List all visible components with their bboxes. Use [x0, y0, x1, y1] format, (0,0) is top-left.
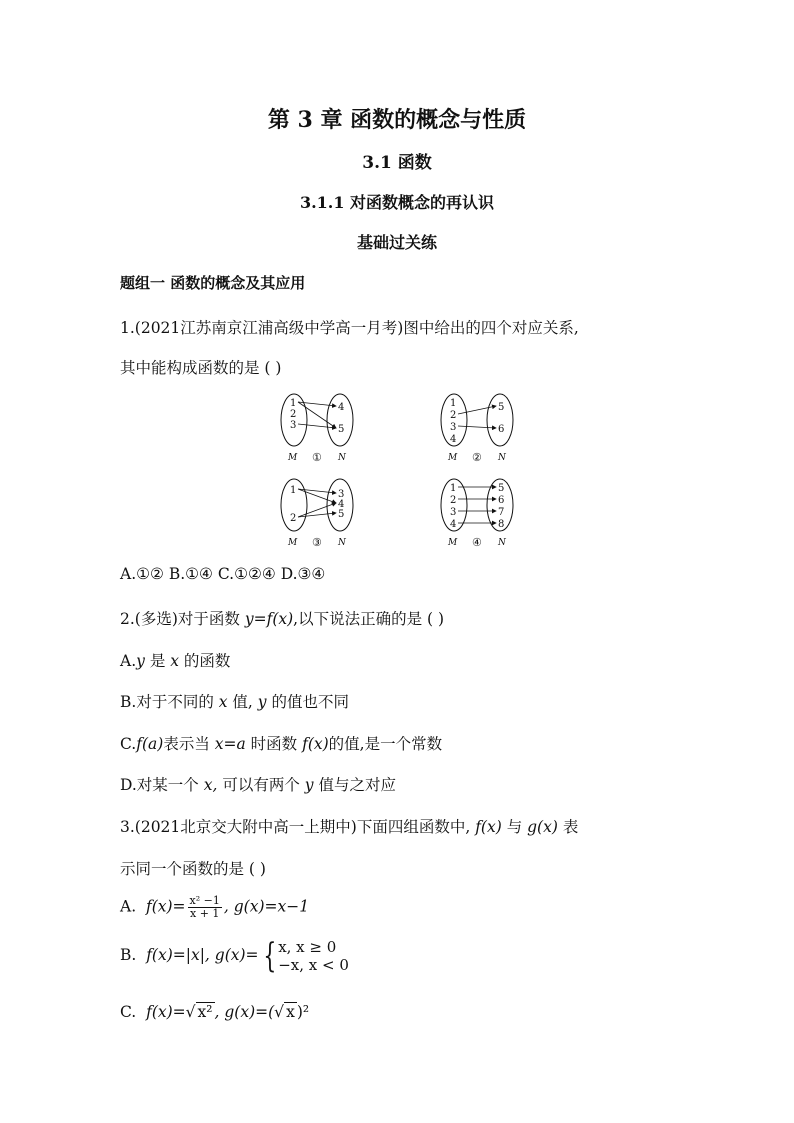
domain-element: 2: [290, 409, 297, 420]
set-n-label: N: [338, 453, 346, 463]
mapping-diagram-1: [281, 394, 353, 464]
practice-title: 基础过关练: [356, 233, 437, 252]
domain-element: 1: [450, 483, 457, 494]
set-n-label: N: [498, 453, 506, 463]
diagram-label: ②: [472, 451, 482, 464]
domain-element: 2: [450, 410, 457, 421]
domain-element: 3: [450, 507, 457, 518]
mapping-arrow: [458, 426, 496, 428]
q3-stem-line1: 3.(2021北京交大附中高一上期中)下面四组函数中, f(x) 与 g(x) 表: [120, 818, 579, 836]
mapping-diagram-4: [441, 479, 513, 549]
left-brace-icon: {: [262, 936, 276, 976]
q2-stem: 2.(多选)对于函数 y=f(x),以下说法正确的是 ( ): [120, 610, 445, 628]
domain-element: 1: [290, 398, 297, 409]
q3-option-c: C. f(x)=√ x² , g(x)=(√ x )²: [120, 1003, 310, 1021]
codomain-element: 3: [338, 489, 345, 500]
set-n-label: N: [338, 538, 346, 548]
domain-element: 3: [450, 422, 457, 433]
q2-option-b: B.对于不同的 x 值, y 的值也不同: [120, 693, 349, 711]
q1-options: A.①② B.①④ C.①②④ D.③④: [120, 565, 326, 583]
codomain-element: 6: [498, 424, 505, 435]
domain-element: 4: [450, 434, 457, 445]
domain-element: 1: [450, 398, 457, 409]
mapping-diagram-2: [441, 394, 513, 464]
set-m-label: M: [288, 538, 298, 548]
codomain-element: 6: [498, 495, 505, 506]
subsection-title: 3.1.1 对函数概念的再认识: [299, 193, 495, 212]
piecewise-cases: x, x ≥ 0 −x, x < 0: [278, 938, 349, 974]
q2-option-c: C.f(a)表示当 x=a 时函数 f(x)的值,是一个常数: [120, 735, 443, 753]
q3-option-b: B. f(x)=|x|, g(x)= { x, x ≥ 0 −x, x < 0: [120, 936, 349, 976]
domain-element: 3: [290, 420, 297, 431]
codomain-element: 5: [498, 402, 505, 413]
section-title: 3.1 函数: [362, 153, 432, 173]
q3-stem-line2: 示同一个函数的是 ( ): [120, 860, 266, 878]
codomain-element: 4: [338, 499, 345, 510]
chapter-title: 第 3 章 函数的概念与性质: [267, 107, 527, 133]
diagram-label: ④: [472, 536, 482, 549]
mapping-arrow: [458, 406, 496, 414]
q1-stem-line2: 其中能构成函数的是 ( ): [120, 359, 282, 377]
group-title: 题组一 函数的概念及其应用: [120, 274, 306, 292]
set-m-label: M: [288, 453, 298, 463]
domain-element: 1: [290, 485, 297, 496]
diagram-label: ①: [312, 451, 322, 464]
codomain-element: 5: [498, 483, 505, 494]
codomain-element: 5: [338, 509, 345, 520]
mapping-diagrams: [270, 388, 530, 556]
mapping-diagram-3: [281, 479, 353, 549]
mapping-arrow: [298, 402, 336, 428]
domain-element: 2: [290, 513, 297, 524]
codomain-element: 7: [498, 507, 505, 518]
diagram-label: ③: [312, 536, 322, 549]
fraction: $\frac{\text{x² −1}}{x + 1}$: [189, 894, 220, 920]
q2-option-d: D.对某一个 x, 可以有两个 y 值与之对应: [120, 776, 396, 794]
q2-option-a: A.y 是 x 的函数: [120, 652, 231, 670]
domain-element: 4: [450, 519, 457, 530]
domain-element: 2: [450, 495, 457, 506]
q1-stem-line1: 1.(2021江苏南京江浦高级中学高一月考)图中给出的四个对应关系,: [120, 319, 579, 337]
codomain-element: 8: [498, 519, 505, 530]
set-m-label: M: [448, 453, 458, 463]
q3-option-a: A. f(x)= $\frac{\text{x² −1}}{x + 1}$ , g(x)=x−1: [120, 894, 310, 920]
codomain-element: 4: [338, 402, 345, 413]
set-n-label: N: [498, 538, 506, 548]
set-m-label: M: [448, 538, 458, 548]
mapping-arrow: [298, 424, 336, 428]
codomain-element: 5: [338, 424, 345, 435]
